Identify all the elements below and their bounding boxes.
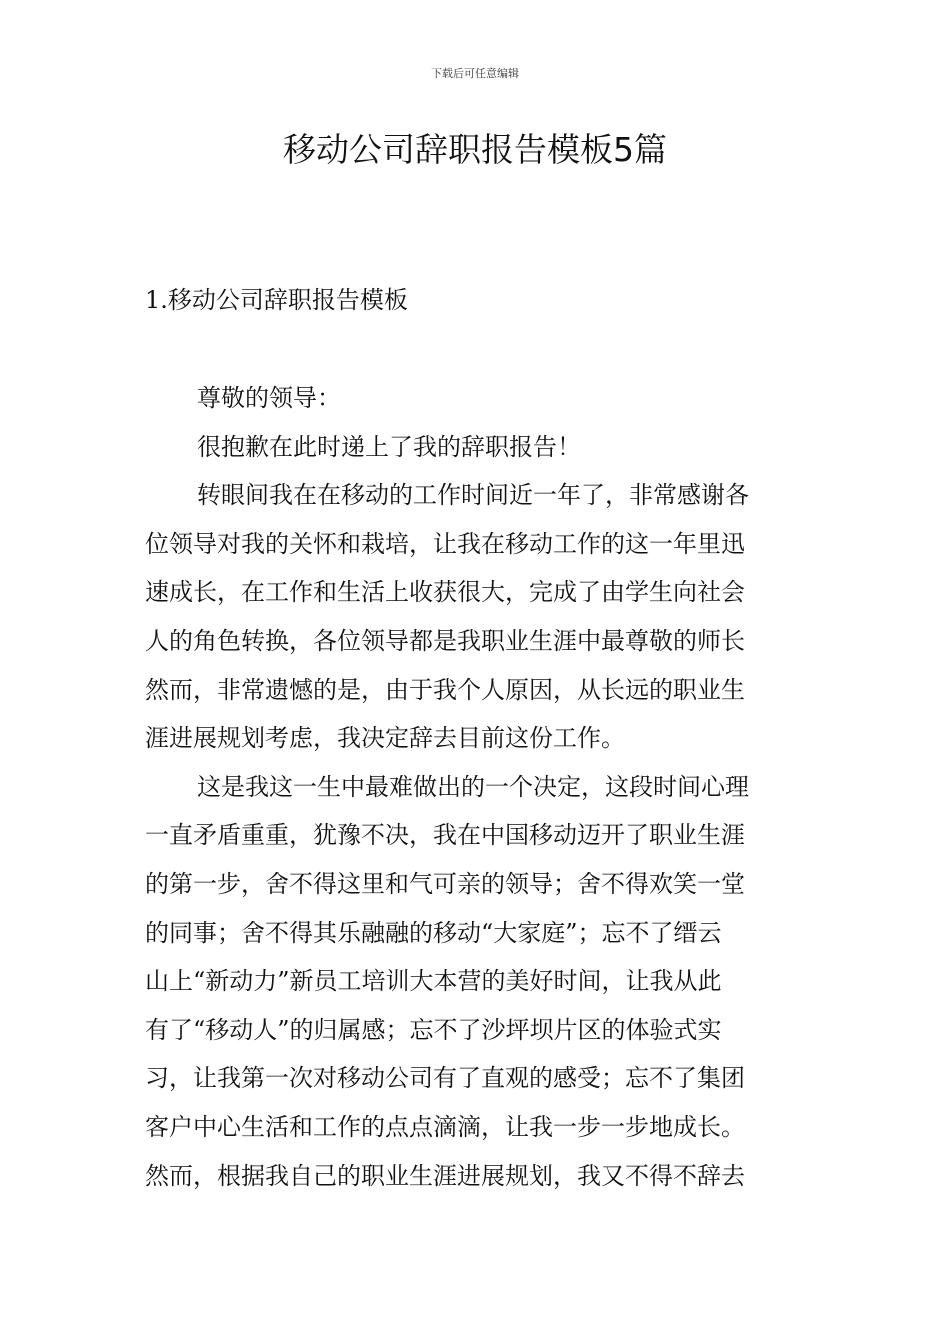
- paragraph-line: 转眼间我在在移动的工作时间近一年了，非常感谢各: [197, 481, 749, 510]
- paragraph-apology: [145, 423, 813, 472]
- paragraph-line: 然而，非常遗憾的是，由于我个人原因，从长远的职业生: [145, 675, 745, 704]
- paragraph-line: 有了“移动人”的归属感；忘不了沙坪坝片区的体验式实: [145, 1015, 722, 1044]
- document-title: 移动公司辞职报告模板5篇: [283, 130, 667, 169]
- paragraph-line: 人的角色转换，各位领导都是我职业生涯中最尊敬的师长: [145, 626, 745, 655]
- paragraph-line: 位领导对我的关怀和栽培，让我在移动工作的这一年里迅: [145, 529, 745, 558]
- paragraph-decision: [145, 763, 813, 1200]
- paragraph-line: 然而，根据我自己的职业生涯进展规划，我又不得不辞去: [145, 1161, 745, 1190]
- paragraph-line: 速成长，在工作和生活上收获很大，完成了由学生向社会: [145, 578, 745, 607]
- salutation-line: 尊敬的领导：: [197, 384, 341, 412]
- paragraph-line: 涯进展规划考虑，我决定辞去目前这份工作。: [145, 724, 625, 753]
- paragraph-line: 客户中心生活和工作的点点滴滴，让我一步一步地成长。: [145, 1112, 745, 1141]
- section-heading: 1.移动公司辞职报告模板: [145, 286, 408, 314]
- paragraph-line: 很抱歉在此时递上了我的辞职报告！: [197, 432, 581, 461]
- paragraph-line: 一直矛盾重重，犹豫不决，我在中国移动迈开了职业生涯: [145, 821, 745, 850]
- salutation: [145, 374, 813, 423]
- paragraph-gratitude: [145, 471, 813, 763]
- letter-body: [145, 374, 813, 1200]
- paragraph-line: 山上“新动力”新员工培训大本营的美好时间，让我从此: [145, 967, 722, 996]
- paragraph-line: 这是我这一生中最难做出的一个决定，这段时间心理: [197, 772, 749, 801]
- paragraph-line: 习，让我第一次对移动公司有了直观的感受；忘不了集团: [145, 1064, 745, 1093]
- paragraph-line: 的同事；舍不得其乐融融的移动“大家庭”；忘不了缙云: [145, 918, 722, 947]
- paragraph-line: 的第一步，舍不得这里和气可亲的领导；舍不得欢笑一堂: [145, 869, 745, 898]
- header-note: 下载后可任意编辑: [431, 67, 519, 80]
